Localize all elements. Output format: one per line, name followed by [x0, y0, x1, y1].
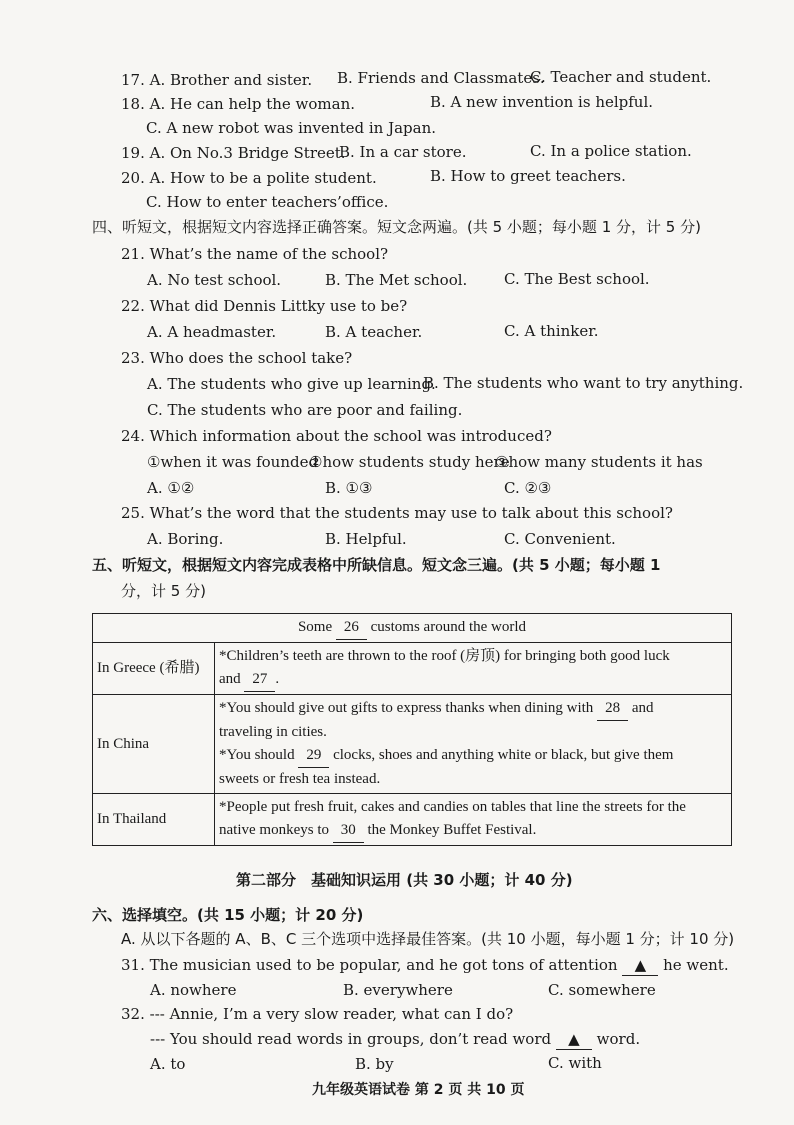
page-footer: 九年级英语试卷 第 2 页 共 10 页 [312, 1082, 525, 1098]
q25-option-c: C. Convenient. [504, 530, 616, 548]
q23-stem: 23. Who does the school take? [121, 349, 353, 367]
q18-option-a: 18. A. He can help the woman. [121, 95, 355, 113]
china-line4: sweets or fresh tea instead. [219, 771, 381, 787]
q21-option-c: C. The Best school. [504, 270, 650, 288]
blank-28: 28 [597, 697, 628, 721]
q32-line2: --- You should read words in groups, don’t read word ▲ word. [150, 1030, 641, 1048]
table-row-thailand [93, 794, 732, 846]
customs-table [92, 613, 732, 846]
place-thailand: In Thailand [93, 794, 215, 846]
q21-option-b: B. The Met school. [325, 271, 468, 289]
q20-option-b: B. How to greet teachers. [430, 167, 626, 185]
table-title-post: customs around the world [370, 619, 527, 635]
greece-line1: *Children’s teeth are thrown to the roof (房顶) for bringing both good luck [219, 648, 670, 664]
table-title [93, 614, 732, 643]
q24-option-b: B. ①③ [325, 479, 373, 497]
q22-option-b: B. A teacher. [325, 323, 423, 341]
q25-stem: 25. What’s the word that the students may use to talk about this school? [121, 504, 673, 522]
blank-29: 29 [298, 744, 329, 768]
china-line3: *You should 29 clocks, shoes and anything white or black, but give them [219, 744, 727, 768]
table-row-greece [93, 643, 732, 695]
q32-line1: 32. --- Annie, I’m a very slow reader, what can I do? [121, 1005, 514, 1023]
table-row-china [93, 695, 732, 794]
q24-option-a: A. ①② [147, 479, 195, 497]
q17-option-a: 17. A. Brother and sister. [121, 71, 313, 89]
table-title-pre: Some [297, 619, 333, 635]
q32-blank: ▲ [556, 1029, 592, 1050]
greece-line2: and 27 . [219, 668, 727, 692]
china-line1: *You should give out gifts to express thanks when dining with 28 and [219, 697, 727, 721]
q18-option-c: C. A new robot was invented in Japan. [146, 119, 437, 137]
q20-option-c: C. How to enter teachers’office. [146, 193, 389, 211]
place-china: In China [93, 695, 215, 794]
q23-option-a: A. The students who give up learning. [147, 375, 436, 393]
q32-option-a: A. to [150, 1055, 186, 1073]
section6-heading: 六、选择填空。(共 15 小题；计 20 分) [92, 906, 364, 924]
q24-item-1: ①when it was founded [147, 453, 319, 471]
thailand-content [215, 794, 732, 846]
greece-content [215, 643, 732, 695]
q19-option-b: B. In a car store. [339, 143, 467, 161]
q22-option-a: A. A headmaster. [147, 323, 277, 341]
china-line2: traveling in cities. [219, 724, 327, 740]
blank-26: 26 [336, 616, 367, 640]
q24-item-3: ③how many students it has [495, 453, 703, 471]
thailand-line2: native monkeys to 30 the Monkey Buffet Festival. [219, 819, 727, 843]
thailand-line1: *People put fresh fruit, cakes and candies on tables that line the streets for the [219, 799, 686, 815]
section5-heading-line2: 分，计 5 分) [121, 582, 206, 600]
blank-30: 30 [333, 819, 364, 843]
part2-heading: 第二部分 基础知识运用 (共 30 小题；计 40 分) [236, 871, 573, 889]
q19-option-a: 19. A. On No.3 Bridge Street. [121, 144, 346, 162]
place-greece: In Greece (希腊) [93, 643, 215, 695]
q31-option-c: C. somewhere [548, 981, 656, 999]
q24-item-2: ②how students study here [309, 453, 510, 471]
china-content [215, 695, 732, 794]
q17-option-c: C. Teacher and student. [530, 68, 712, 86]
q31-option-b: B. everywhere [343, 981, 453, 999]
q20-option-a: 20. A. How to be a polite student. [121, 169, 377, 187]
q17-option-b: B. Friends and Classmates. [337, 69, 545, 87]
q22-option-c: C. A thinker. [504, 322, 599, 340]
q18-option-b: B. A new invention is helpful. [430, 93, 654, 111]
q21-option-a: A. No test school. [147, 271, 282, 289]
q19-option-c: C. In a police station. [530, 142, 692, 160]
q32-option-c: C. with [548, 1054, 602, 1072]
q22-stem: 22. What did Dennis Littky use to be? [121, 297, 408, 315]
section4-heading: 四、听短文，根据短文内容选择正确答案。短文念两遍。(共 5 小题；每小题 1 分，计 5 分) [92, 218, 701, 236]
q23-option-b: B. The students who want to try anything. [423, 374, 744, 392]
section5-heading-line1: 五、听短文，根据短文内容完成表格中所缺信息。短文念三遍。(共 5 小题；每小题 1 [92, 556, 661, 574]
q32-option-b: B. by [355, 1055, 394, 1073]
q31-stem: 31. The musician used to be popular, and he got tons of attention ▲ he went. [121, 956, 729, 974]
q23-option-c: C. The students who are poor and failing. [147, 401, 463, 419]
q31-blank: ▲ [622, 955, 658, 976]
q21-stem: 21. What’s the name of the school? [121, 245, 389, 263]
q24-stem: 24. Which information about the school was introduced? [121, 427, 552, 445]
section6a-instruction: A. 从以下各题的 A、B、C 三个选项中选择最佳答案。(共 10 小题，每小题 1 分；计 10 分) [121, 930, 735, 948]
q31-option-a: A. nowhere [150, 981, 237, 999]
q24-option-c: C. ②③ [504, 479, 552, 497]
q25-option-a: A. Boring. [147, 530, 224, 548]
blank-27: 27 [244, 668, 275, 692]
q25-option-b: B. Helpful. [325, 530, 407, 548]
